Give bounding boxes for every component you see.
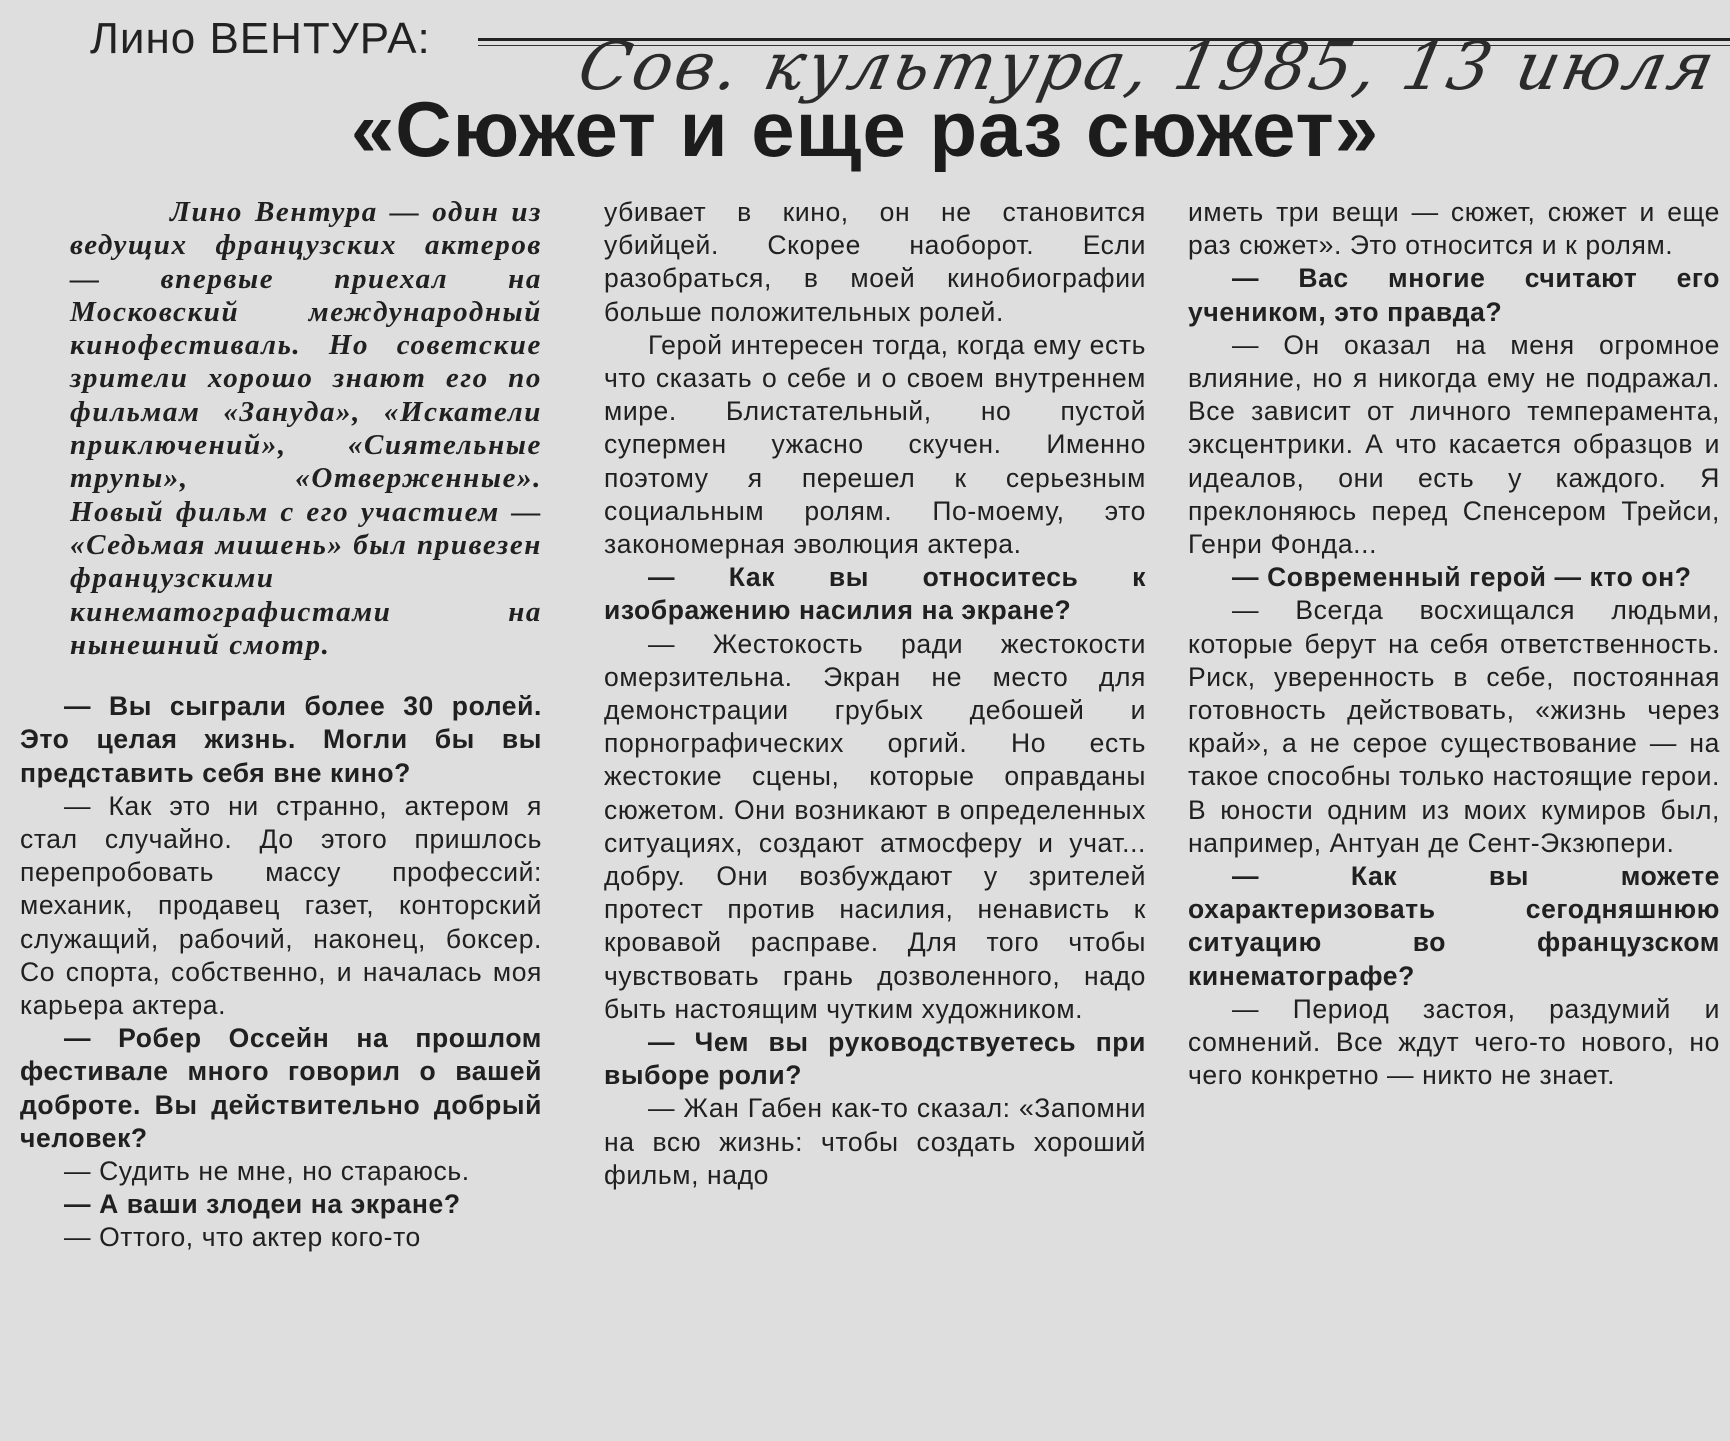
interview-answer: — Период застоя, раздумий и сомнений. Все ждут чего-то нового, но чего конкретно — никто не знает. <box>1188 993 1720 1091</box>
column-1-paragraphs <box>20 690 542 1254</box>
column-1 <box>20 196 542 1255</box>
header <box>40 0 1725 105</box>
interview-question: — Вы сыграли более 30 ролей. Это целая жизнь. Могли бы вы представить себя вне кино? <box>20 691 542 788</box>
interview-question: — Современный герой — кто он? <box>1232 562 1692 593</box>
interview-answer: — Всегда восхищался людьми, которые берут на себя ответственность. Риск, уверенность в себе, постоянная готовность действовать, «жизнь через край», а не серое существование — на такое способны только настоящие герои. В юности одним из моих кумиров был, например, Антуан де Сент-Экзюпери. <box>1188 595 1720 858</box>
interview-answer: убивает в кино, он не становится убийцей. Скорее наоборот. Если разобраться, в моей кинобиографии больше положительных ролей. <box>604 197 1146 327</box>
interview-answer: иметь три вещи — сюжет, сюжет и еще раз сюжет». Это относится и к ролям. <box>1188 197 1720 261</box>
column-3 <box>1188 196 1720 1092</box>
article-body <box>20 196 1720 1431</box>
headline: «Сюжет и еще раз сюжет» <box>350 85 1380 173</box>
interview-question: — Чем вы руководствуетесь при выборе роли? <box>604 1027 1146 1091</box>
interview-question: — Робер Оссейн на прошлом фестивале много говорил о вашей доброте. Вы действительно добрый человек? <box>20 1023 542 1153</box>
interview-question: — А ваши злодеи на экране? <box>64 1189 461 1220</box>
interview-answer: — Жан Габен как-то сказал: «Запомни на всю жизнь: чтобы создать хороший фильм, надо <box>604 1093 1146 1190</box>
interview-question: — Вас многие считают его учеником, это правда? <box>1188 263 1720 327</box>
interview-answer: — Оттого, что актер кого-то <box>64 1222 421 1253</box>
interview-answer: — Он оказал на меня огромное влияние, но я никогда ему не подражал. Все зависит от личного темперамента, эксцентрики. А что касается образцов и идеалов, они есть у каждого. Я преклоняюсь перед Спенсером Трейси, Генри Фонда... <box>1188 329 1720 560</box>
column-2 <box>604 196 1146 1192</box>
handwritten-note: Сов. культура, 1985, 13 июля <box>571 28 1725 105</box>
interview-answer: — Как это ни странно, актером я стал случайно. До этого пришлось перепробовать массу профессий: механик, продавец газет, конторский служащий, рабочий, наконец, боксер. Со спорта, собственно, и началась моя карьера актера. <box>20 790 542 1020</box>
interview-answer: — Судить не мне, но стараюсь. <box>64 1156 470 1186</box>
intro-paragraph: Лино Вентура — один из ведущих французских актеров — впервые приехал на Московский международный кинофестиваль. Но советские зрители хорошо знают его по фильмам «Зануда», «Искатели приключений», «Сиятельные трупы», «Отверженные». Новый фильм с его участием — «Седьмая мишень» был привезен французскими кинематографистами на нынешний смотр. <box>70 196 542 661</box>
kicker: Лино ВЕНТУРА: <box>90 14 431 63</box>
interview-answer: — Жестокость ради жестокости омерзительна. Экран не место для демонстрации грубых дебошей и порнографических оргий. Но есть жестокие сцены, которые оправданы сюжетом. Они возникают в определенных ситуациях, создают атмосферу и учат... добру. Они возбуждают у зрителей протест против насилия, ненависть к кровавой расправе. Для того чтобы чувствовать грань дозволенного, надо быть настоящим чутким художником. <box>604 628 1146 1024</box>
interview-question: — Как вы относитесь к изображению насилия на экране? <box>604 562 1146 626</box>
interview-question: — Как вы можете охарактеризовать сегодняшнюю ситуацию во французском кинематографе? <box>1188 861 1720 991</box>
interview-answer: Герой интересен тогда, когда ему есть что сказать о себе и о своем внутреннем мире. Блистательный, но пустой супермен ужасно скучен. Именно поэтому я перешел к серьезным социальным ролям. По-моему, это закономерная эволюция актера. <box>604 329 1146 560</box>
